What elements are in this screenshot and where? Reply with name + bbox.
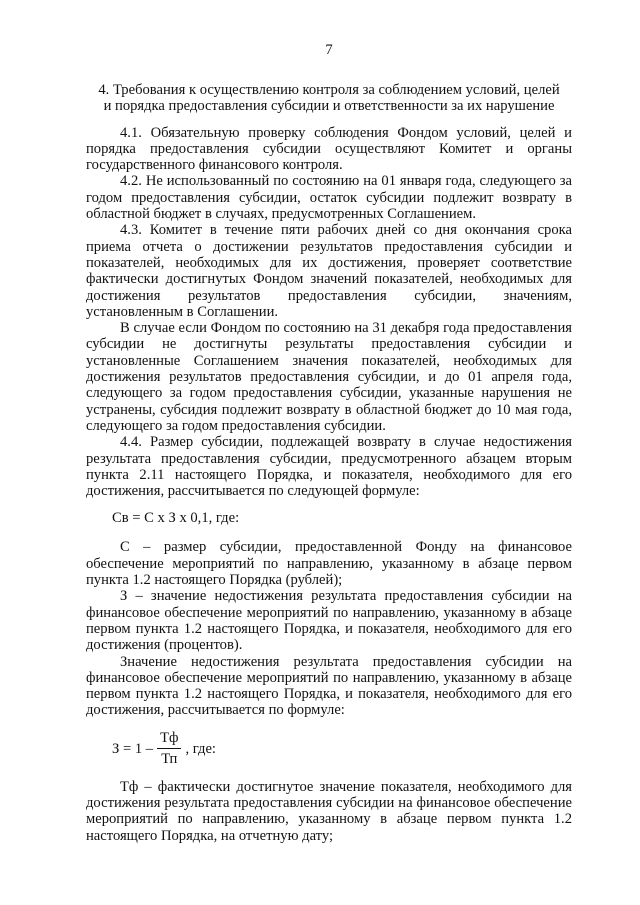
paragraph-4-4: 4.4. Размер субсидии, подлежащей возврату в случае недостижения результата предоставления субсидии, предусмотренного абзацем вторым пункта 2.11 настоящего Порядка, и показателя, необходимого для его достижения, рассчитывается по следующей формуле: bbox=[86, 434, 572, 500]
section-title-line-1: 4. Требования к осуществлению контроля за соблюдением условий, целей bbox=[98, 82, 560, 98]
paragraph-4-2: 4.2. Не использованный по состоянию на 01 января года, следующего за годом предоставления субсидии, остаток субсидии подлежит возврату в областной бюджет в случаях, предусмотренных Соглашением. bbox=[86, 173, 572, 223]
ratio-formula-suffix: , где: bbox=[185, 740, 216, 757]
document-page bbox=[86, 40, 572, 844]
paragraph-non-achievement-case: В случае если Фондом по состоянию на 31 декабря года предоставления субсидии не достигнуты результаты предоставления субсидии и установленные Соглашением значения показателей, необходимых для достижения результатов предоставления субсидии, и до 01 апреля года, следующего за годом предоставления субсидии, указанные нарушения не устранены, субсидия подлежит возврату в областной бюджет до 10 мая года, следующего за годом предоставления субсидии. bbox=[86, 320, 572, 434]
section-title bbox=[86, 82, 572, 115]
section-title-line-2: и порядка предоставления субсидии и ответственности за их нарушение bbox=[103, 98, 555, 115]
paragraph-tf-definition: Тф – фактически достигнутое значение показателя, необходимого для достижения результата предоставления субсидии на финансовое обеспечение мероприятий по направлению, указанному в абзаце первом пункта 1.2 настоящего Порядка, на отчетную дату; bbox=[86, 778, 572, 844]
paragraph-4-1: 4.1. Обязательную проверку соблюдения Фондом условий, целей и порядка предоставления субсидии осуществляют Комитет и органы государственного финансового контроля. bbox=[86, 124, 572, 174]
page-number: 7 bbox=[325, 42, 333, 58]
paragraph-4-3: 4.3. Комитет в течение пяти рабочих дней со дня окончания срока приема отчета о достижении результатов предоставления субсидии и показателей, необходимых для их достижения, проверяет соответствие фактически достигнутых Фондом значений показателей, необходимых для достижения результатов предоставления субсидии, значениям, установленным в Соглашении. bbox=[86, 222, 572, 320]
ratio-denominator: Тп bbox=[161, 751, 178, 768]
paragraph-z-definition: З – значение недостижения результата предоставления субсидии на финансовое обеспечение мероприятий по направлению, указанному в абзаце первом пункта 1.2 настоящего Порядка, и показателя, необходимого для его достижения (процентов). bbox=[86, 588, 572, 654]
refund-formula: Св = С х З х 0,1, где: bbox=[112, 510, 240, 527]
ratio-formula bbox=[112, 727, 572, 771]
ratio-fraction bbox=[157, 730, 181, 767]
ratio-numerator: Тф bbox=[157, 730, 181, 749]
paragraph-c-definition: С – размер субсидии, предоставленной Фонду на финансовое обеспечение мероприятий по направлению, указанному в абзаце первом пункта 1.2 настоящего Порядка (рублей); bbox=[86, 539, 572, 589]
paragraph-value-calculation: Значение недостижения результата предоставления субсидии на финансовое обеспечение мероприятий по направлению, указанному в абзаце первом пункта 1.2 настоящего Порядка, и показателя, необходимого для его достижения, рассчитывается по формуле: bbox=[86, 653, 572, 719]
ratio-formula-lhs: З = 1 – bbox=[112, 740, 154, 757]
